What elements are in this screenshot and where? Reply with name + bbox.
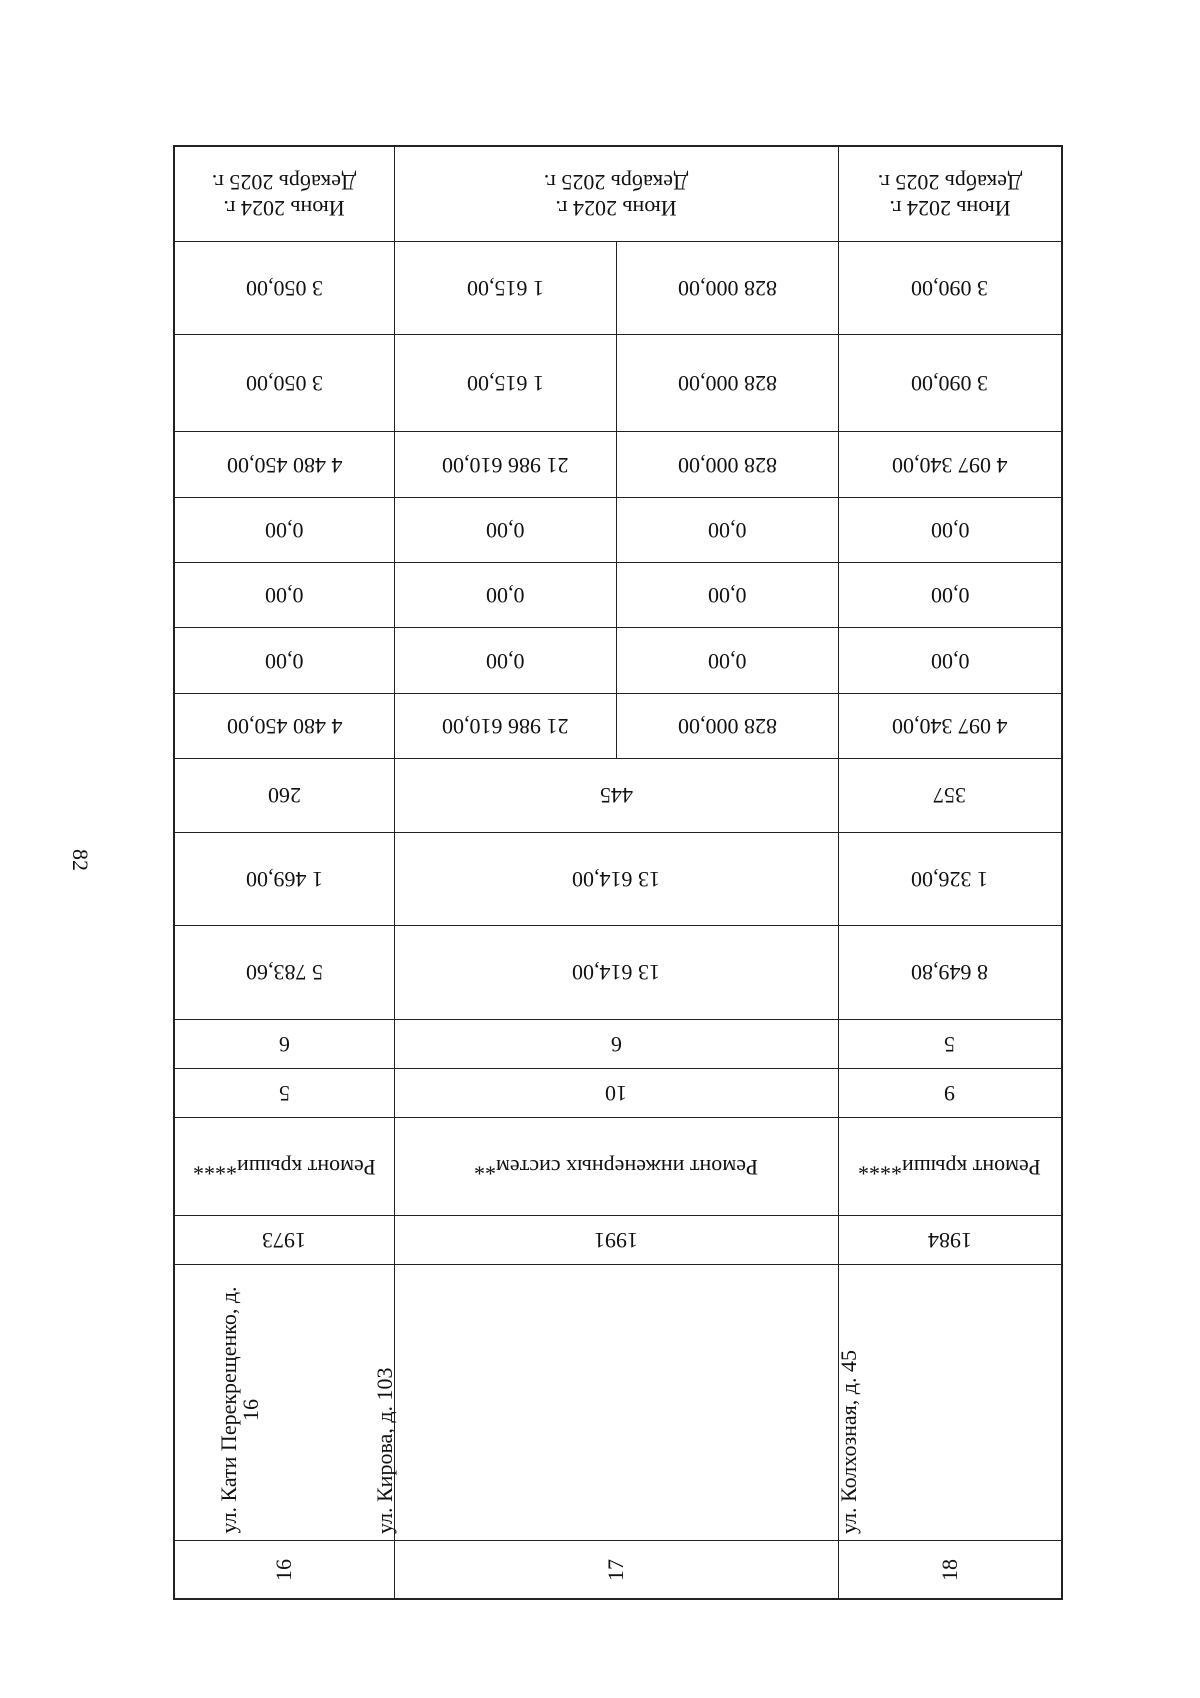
value-cell: 13 614,00 — [394, 832, 838, 925]
table-row — [174, 432, 1062, 497]
value-cell: 4 097 340,00 — [838, 432, 1062, 497]
table-row — [174, 832, 1062, 925]
value-cell: 1 469,00 — [174, 832, 394, 925]
table-row — [174, 925, 1062, 1020]
row-number-cell — [394, 1541, 838, 1599]
value-cell: 4 480 450,00 — [174, 432, 394, 497]
table-row — [174, 497, 1062, 562]
period-header-row — [174, 146, 1062, 242]
row-number: 16 — [271, 1558, 297, 1581]
value-cell: 21 986 610,00 — [394, 693, 616, 758]
address-cell — [174, 1265, 397, 1541]
year-cell: 1984 — [838, 1216, 1062, 1265]
value-cell: 4 097 340,00 — [838, 693, 1062, 758]
value-cell: 0,00 — [838, 497, 1062, 562]
table-row — [174, 693, 1062, 758]
row-number: 17 — [603, 1558, 628, 1581]
value-cell: 0,00 — [174, 563, 394, 628]
value-cell: 21 986 610,00 — [394, 432, 616, 497]
table-row — [174, 759, 1062, 833]
address-cell — [372, 1265, 838, 1541]
value-cell: 828 000,00 — [616, 242, 838, 335]
row-number-cell — [838, 1541, 1062, 1599]
page-number: 82 — [68, 849, 93, 871]
year-cell: 1973 — [174, 1216, 394, 1265]
table-row — [174, 1020, 1062, 1069]
address-text: ул. Кати Перекрещенко, д. 16 — [216, 1286, 264, 1534]
table-row — [174, 1541, 1062, 1599]
value-cell: 10 — [394, 1069, 838, 1118]
value-cell: 0,00 — [616, 628, 838, 693]
work-type-cell: Ремонт крыши**** — [174, 1118, 394, 1216]
value-cell: 828 000,00 — [616, 432, 838, 497]
row-number-cell — [174, 1541, 394, 1599]
address-text: ул. Кирова, д. 103 — [372, 1367, 397, 1535]
table-row — [174, 1069, 1062, 1118]
value-cell: 1 615,00 — [394, 335, 616, 432]
work-type-cell: Ремонт крыши**** — [838, 1118, 1062, 1216]
table-row — [174, 242, 1062, 335]
value-cell: 3 050,00 — [174, 242, 394, 335]
value-cell: 5 — [838, 1020, 1062, 1069]
table-row — [174, 563, 1062, 628]
value-cell: 9 — [838, 1069, 1062, 1118]
value-cell: 3 090,00 — [838, 242, 1062, 335]
value-cell: 6 — [394, 1020, 838, 1069]
value-cell: 0,00 — [174, 628, 394, 693]
period-cell: Июнь 2024 г. Декабрь 2025 г. — [394, 146, 838, 242]
value-cell: 1 615,00 — [394, 242, 616, 335]
work-type-cell: Ремонт инженерных систем** — [394, 1118, 838, 1216]
value-cell: 5 — [174, 1069, 394, 1118]
value-cell: 828 000,00 — [616, 335, 838, 432]
value-cell: 8 649,80 — [838, 925, 1062, 1020]
value-cell: 828 000,00 — [616, 693, 838, 758]
value-cell: 0,00 — [616, 497, 838, 562]
address-text: ул. Колхозная, д. 45 — [835, 1350, 861, 1535]
table-row — [174, 1118, 1062, 1216]
period-cell: Июнь 2024 г. Декабрь 2025 г. — [174, 146, 394, 242]
table-row — [174, 1216, 1062, 1265]
value-cell: 0,00 — [838, 628, 1062, 693]
value-cell: 0,00 — [838, 563, 1062, 628]
register-table — [173, 145, 1061, 1600]
table-row — [174, 628, 1062, 693]
value-cell: 4 480 450,00 — [174, 693, 394, 758]
value-cell: 13 614,00 — [394, 925, 838, 1020]
value-cell: 1 326,00 — [838, 832, 1062, 925]
table-row — [174, 335, 1062, 432]
value-cell: 0,00 — [394, 563, 616, 628]
value-cell: 3 050,00 — [174, 335, 394, 432]
value-cell: 357 — [838, 759, 1062, 833]
value-cell: 5 783,60 — [174, 925, 394, 1020]
value-cell: 6 — [174, 1020, 394, 1069]
value-cell: 260 — [174, 759, 394, 833]
value-cell: 0,00 — [616, 563, 838, 628]
address-cell — [835, 1265, 1062, 1541]
table-row — [174, 1265, 1062, 1541]
period-cell: Июнь 2024 г. Декабрь 2025 г. — [838, 146, 1062, 242]
year-cell: 1991 — [394, 1216, 838, 1265]
row-number: 18 — [936, 1558, 962, 1581]
value-cell: 0,00 — [394, 628, 616, 693]
value-cell: 445 — [394, 759, 838, 833]
value-cell: 0,00 — [174, 497, 394, 562]
value-cell: 3 090,00 — [838, 335, 1062, 432]
value-cell: 0,00 — [394, 497, 616, 562]
